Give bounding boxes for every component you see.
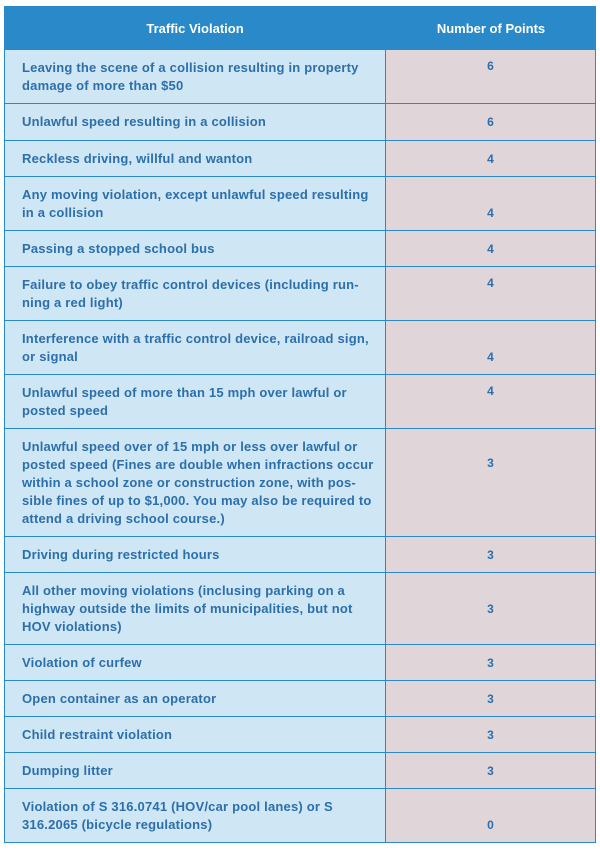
points-cell <box>386 717 596 752</box>
traffic-violation-points-table <box>4 6 596 843</box>
points-value: 4 <box>487 384 494 398</box>
points-cell <box>386 681 596 716</box>
table-row <box>4 375 596 429</box>
violation-cell: Interference with a traffic control device, railroad sign, or signal <box>4 321 386 374</box>
table-row <box>4 177 596 231</box>
violation-cell: Unlawful speed resulting in a collision <box>4 104 386 140</box>
violation-cell: Any moving violation, except unlawful speed resulting in a collision <box>4 177 386 230</box>
points-value: 6 <box>487 59 494 73</box>
table-row <box>4 753 596 789</box>
points-cell <box>386 231 596 266</box>
points-cell <box>386 321 596 374</box>
points-value: 0 <box>487 818 494 832</box>
table-row <box>4 104 596 141</box>
table-header-row <box>4 6 596 50</box>
violation-cell: Child restraint violation <box>4 717 386 752</box>
points-value: 3 <box>487 691 494 706</box>
points-value: 4 <box>487 276 494 290</box>
violation-cell: Violation of S 316.0741 (HOV/car pool lanes) or S 316.2065 (bicycle regulations) <box>4 789 386 842</box>
points-value: 4 <box>487 350 494 364</box>
table-row <box>4 267 596 321</box>
table-row <box>4 645 596 681</box>
violation-cell: Reckless driving, willful and wanton <box>4 141 386 176</box>
header-number-of-points: Number of Points <box>436 20 546 36</box>
points-cell <box>386 104 596 140</box>
violation-cell: All other moving violations (inclusing parking on a highway outside the limits of municipalities, but not HOV violations) <box>4 573 386 644</box>
table-row <box>4 573 596 645</box>
violation-cell: Dumping litter <box>4 753 386 788</box>
violation-cell: Unlawful speed of more than 15 mph over lawful or posted speed <box>4 375 386 428</box>
table-row <box>4 50 596 104</box>
points-cell <box>386 141 596 176</box>
points-value: 4 <box>487 206 494 220</box>
violation-cell: Open container as an operator <box>4 681 386 716</box>
points-value: 3 <box>487 456 494 470</box>
violation-cell: Failure to obey traffic control devices (including run-ning a red light) <box>4 267 386 320</box>
table-row <box>4 141 596 177</box>
table-row <box>4 537 596 573</box>
table-row <box>4 717 596 753</box>
table-row <box>4 789 596 843</box>
points-cell <box>386 50 596 103</box>
points-cell <box>386 375 596 428</box>
points-cell <box>386 573 596 644</box>
points-cell <box>386 789 596 842</box>
points-value: 4 <box>487 151 494 166</box>
header-traffic-violation: Traffic Violation <box>146 20 244 36</box>
violation-cell: Driving during restricted hours <box>4 537 386 572</box>
points-value: 3 <box>487 601 494 616</box>
points-value: 3 <box>487 727 494 742</box>
violation-cell: Violation of curfew <box>4 645 386 680</box>
points-value: 3 <box>487 763 494 778</box>
points-cell <box>386 753 596 788</box>
table-row <box>4 321 596 375</box>
table-row <box>4 681 596 717</box>
table-row <box>4 429 596 537</box>
points-cell <box>386 177 596 230</box>
points-value: 6 <box>487 115 494 129</box>
violation-cell: Unlawful speed over of 15 mph or less over lawful or posted speed (Fines are double when infractions occur within a school zone or construction zone, with pos-sible fines of up to $1,000. You may also be required to attend a driving school course.) <box>4 429 386 536</box>
violation-cell: Leaving the scene of a collision resulting in property damage of more than $50 <box>4 50 386 103</box>
points-cell <box>386 267 596 320</box>
points-cell <box>386 645 596 680</box>
table-row <box>4 231 596 267</box>
points-cell <box>386 537 596 572</box>
violation-cell: Passing a stopped school bus <box>4 231 386 266</box>
points-value: 3 <box>487 547 494 562</box>
points-value: 4 <box>487 241 494 256</box>
points-cell <box>386 429 596 536</box>
points-value: 3 <box>487 655 494 670</box>
